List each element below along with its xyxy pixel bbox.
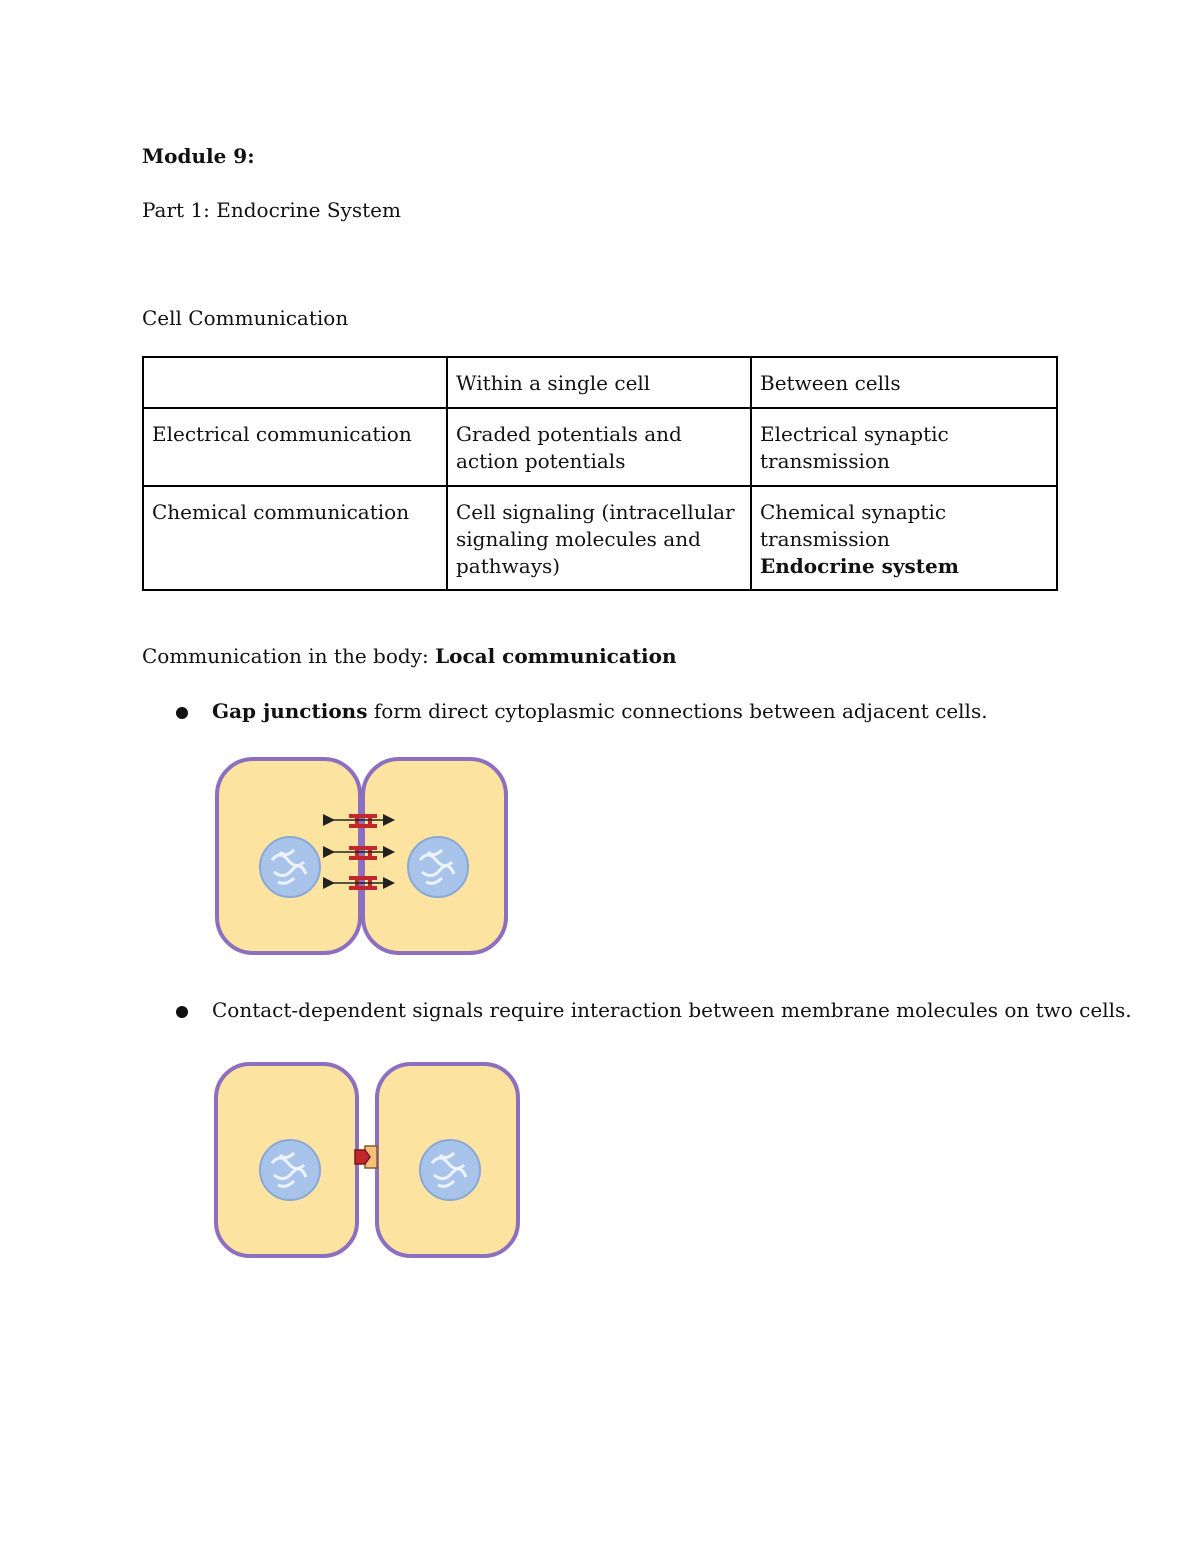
contact-dependent-figure [212,1060,524,1262]
cell-line: transmission [760,449,890,473]
communication-table [142,356,1058,591]
module-title: Module 9: [142,144,255,168]
nucleus-left [260,837,320,897]
cell-line: pathways) [456,554,561,578]
table-header-empty [143,357,447,408]
table-row-electrical [143,408,1057,486]
table-cell-between [751,408,1057,486]
table-header-between: Between cells [751,357,1057,408]
bullet-contact-dependent [212,998,1132,1022]
bullet-dot [176,707,188,719]
cell-line-bold: Endocrine system [760,554,959,578]
communication-prefix: Communication in the body: [142,644,436,668]
table-header-within: Within a single cell [447,357,751,408]
cell-line: Chemical synaptic [760,500,947,524]
nucleus-right [420,1140,480,1200]
cell-line: Electrical synaptic [760,422,949,446]
bullet-text: Contact-dependent signals require interaction between membrane molecules on two cells. [212,998,1132,1022]
table-cell-between [751,486,1057,590]
table-cell-label: Chemical communication [143,486,447,590]
communication-emphasis: Local communication [435,644,677,668]
table-cell-within [447,408,751,486]
table-cell-within [447,486,751,590]
nucleus-left [260,1140,320,1200]
part-title: Part 1: Endocrine System [142,198,401,222]
bullet-dot [176,1006,188,1018]
cell-line: Graded potentials and [456,422,682,446]
section-title: Cell Communication [142,306,349,330]
cell-line: transmission [760,527,890,551]
gap-junction-figure [214,756,510,958]
bullet-gap-junctions [212,699,988,723]
nucleus-right [408,837,468,897]
table-cell-label: Electrical communication [143,408,447,486]
cell-line: Cell signaling (intracellular [456,500,735,524]
cell-line: signaling molecules and [456,527,701,551]
communication-line [142,644,677,668]
bullet-text: form direct cytoplasmic connections between adjacent cells. [367,699,988,723]
cell-line: action potentials [456,449,626,473]
bullet-bold: Gap junctions [212,699,368,723]
table-header-row [143,357,1057,408]
table-row-chemical [143,486,1057,590]
